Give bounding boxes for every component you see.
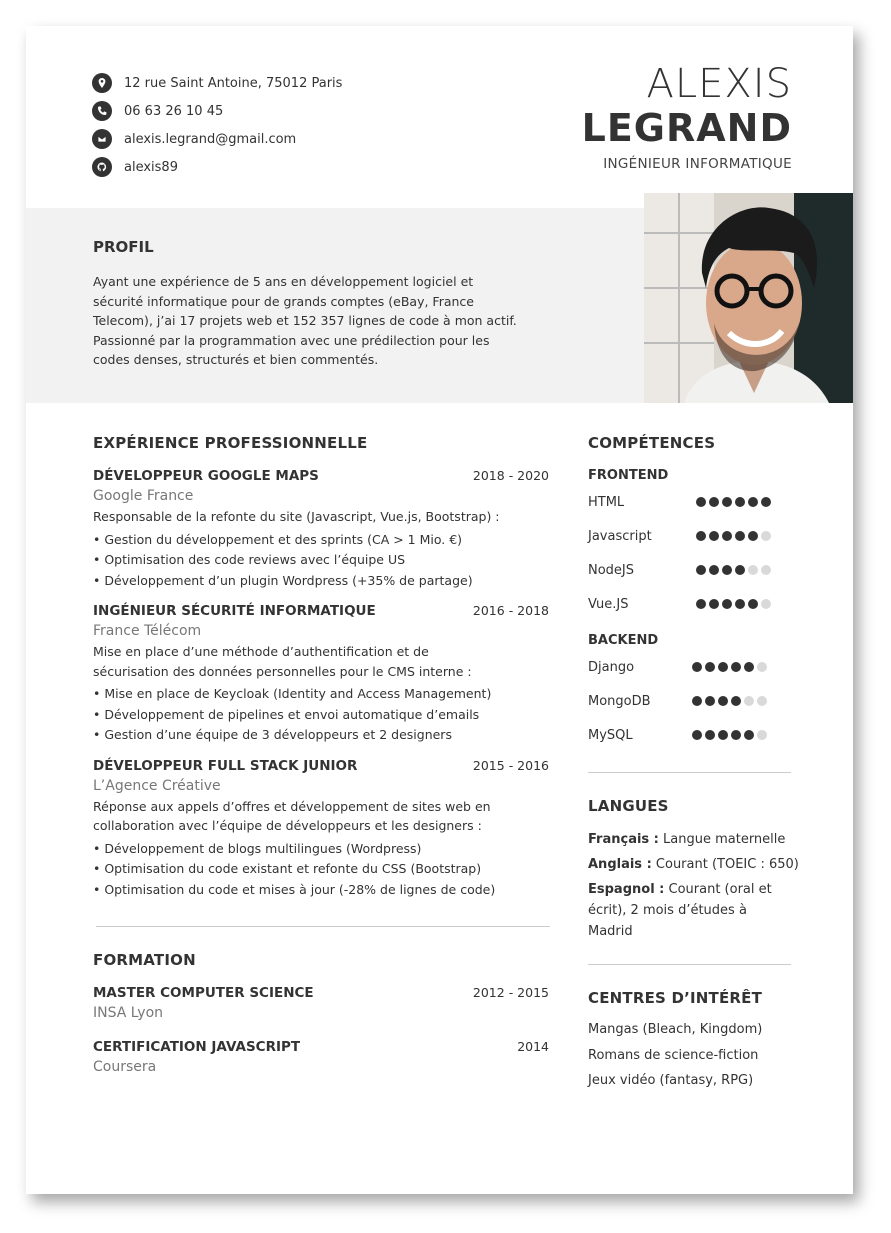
skill-dot-filled	[744, 662, 754, 672]
job-entry	[93, 603, 549, 746]
skill-dot-empty	[761, 565, 771, 575]
phone-text: 06 63 26 10 45	[124, 103, 224, 119]
skill-level	[692, 662, 767, 672]
language-level: Langue maternelle	[658, 832, 786, 847]
skill-row	[588, 684, 803, 718]
interests-title: CENTRES D’INTÉRÊT	[588, 989, 763, 1007]
job-header	[93, 468, 549, 484]
skill-dot-filled	[709, 497, 719, 507]
right-column	[588, 434, 803, 1094]
skill-dot-empty	[744, 696, 754, 706]
skill-dot-filled	[731, 696, 741, 706]
profile-text	[93, 272, 563, 370]
name-block	[582, 62, 792, 172]
last-name: LEGRAND	[581, 106, 792, 150]
job-desc-line: Mise en place d’une méthode d’authentification et de	[93, 644, 429, 659]
skill-row	[588, 485, 803, 519]
education-school: Coursera	[93, 1059, 157, 1075]
skill-row	[588, 519, 803, 553]
skill-name: Django	[588, 659, 635, 675]
skill-row	[588, 650, 803, 684]
language-level: Courant (TOEIC : 650)	[651, 857, 799, 872]
skill-dot-filled	[731, 730, 741, 740]
skill-name: NodeJS	[588, 562, 635, 578]
job-description	[93, 642, 549, 681]
job-bullet: • Optimisation du code existant et refonte du CSS (Bootstrap)	[93, 861, 482, 876]
skill-row	[588, 718, 803, 752]
skill-dot-filled	[696, 497, 706, 507]
skill-dot-filled	[744, 730, 754, 740]
skill-dot-empty	[761, 599, 771, 609]
education-title: FORMATION	[93, 951, 196, 969]
language-level: Courant (oral et	[664, 882, 772, 897]
education-header	[93, 985, 549, 1001]
job-bullet: • Développement d’un plugin Wordpress (+35% de partage)	[93, 572, 473, 588]
skill-group	[588, 485, 803, 621]
job-bullet: • Optimisation du code et mises à jour (-28% de lignes de code)	[93, 881, 496, 897]
skill-level	[696, 599, 771, 609]
skill-level	[692, 696, 767, 706]
skill-row	[588, 587, 803, 621]
skill-dot-filled	[748, 599, 758, 609]
address-text: 12 rue Saint Antoine, 75012 Paris	[124, 75, 343, 91]
skills-title: COMPÉTENCES	[588, 434, 716, 452]
skill-dot-filled	[748, 531, 758, 541]
job-desc-line: collaboration avec l’équipe de développeurs et les designers :	[93, 818, 482, 833]
job-bullets	[93, 530, 549, 592]
resume-page	[26, 26, 853, 1194]
skill-dot-filled	[696, 531, 706, 541]
job-entry	[93, 468, 549, 591]
job-company: Google France	[93, 488, 194, 504]
github-icon	[92, 157, 112, 177]
job-bullets	[93, 839, 549, 901]
skill-dot-filled	[731, 662, 741, 672]
skill-dot-filled	[709, 565, 719, 575]
skill-name: Javascript	[588, 528, 652, 544]
contact-github	[92, 153, 342, 181]
interest-item: Romans de science-fiction	[588, 1047, 759, 1063]
interests-list	[588, 1017, 803, 1094]
skill-name: HTML	[588, 494, 625, 510]
skill-dot-empty	[757, 696, 767, 706]
language-level-line: Madrid	[588, 924, 633, 939]
email-text: alexis.legrand@gmail.com	[124, 131, 297, 147]
contact-phone	[92, 97, 342, 125]
job-desc-line: sécurisation des données personnelles pour le CMS interne :	[93, 663, 472, 679]
education-degree: CERTIFICATION JAVASCRIPT	[93, 1039, 301, 1055]
skill-dot-filled	[722, 531, 732, 541]
skill-level	[696, 497, 771, 507]
skill-dot-filled	[696, 599, 706, 609]
skill-level	[692, 730, 767, 740]
skill-level	[696, 531, 771, 541]
skill-dot-filled	[709, 599, 719, 609]
profile-title: PROFIL	[93, 238, 154, 256]
skill-dot-filled	[722, 497, 732, 507]
job-role: DÉVELOPPEUR GOOGLE MAPS	[93, 468, 319, 484]
job-desc-line: Responsable de la refonte du site (Javascript, Vue.js, Bootstrap) :	[93, 509, 500, 524]
email-icon	[92, 129, 112, 149]
education-entry	[93, 1039, 549, 1075]
job-role: INGÉNIEUR SÉCURITÉ INFORMATIQUE	[93, 603, 376, 619]
job-dates: 2016 - 2018	[472, 603, 549, 618]
language-level-line: écrit), 2 mois d’études à	[588, 903, 747, 918]
job-bullet: • Gestion d’une équipe de 3 développeurs et 2 designers	[93, 727, 452, 742]
skill-name: Vue.JS	[588, 596, 629, 612]
skill-group-title: FRONTEND	[588, 468, 669, 483]
language-item	[588, 879, 803, 942]
skill-dot-filled	[705, 696, 715, 706]
section-divider	[588, 772, 791, 773]
section-divider	[588, 964, 791, 965]
language-name: Espagnol :	[588, 882, 665, 897]
skill-dot-filled	[692, 662, 702, 672]
skill-group-title: BACKEND	[588, 633, 659, 648]
job-description	[93, 507, 549, 527]
skill-dot-empty	[757, 730, 767, 740]
interest-item: Mangas (Bleach, Kingdom)	[588, 1022, 763, 1037]
profile-line: Telecom), j’ai 17 projets web et 152 357 lignes de code à mon actif.	[93, 313, 517, 328]
contact-list	[92, 69, 342, 181]
language-item	[588, 829, 803, 850]
github-text: alexis89	[124, 159, 178, 175]
profile-section	[26, 208, 644, 403]
job-bullet: • Mise en place de Keycloak (Identity and Access Management)	[93, 686, 492, 701]
skill-name: MySQL	[588, 727, 633, 743]
location-pin-icon	[92, 73, 112, 93]
profile-photo	[644, 193, 853, 403]
skill-dot-filled	[735, 531, 745, 541]
skill-dot-filled	[696, 565, 706, 575]
job-dates: 2018 - 2020	[472, 468, 549, 483]
skill-dot-filled	[705, 730, 715, 740]
education-header	[93, 1039, 549, 1055]
skill-group	[588, 650, 803, 752]
contact-email	[92, 125, 342, 153]
job-header	[93, 758, 549, 774]
skill-dot-empty	[761, 531, 771, 541]
job-entry	[93, 758, 549, 901]
languages-list	[588, 829, 803, 942]
education-dates: 2014	[517, 1039, 549, 1054]
job-dates: 2015 - 2016	[472, 757, 549, 773]
skill-dot-filled	[718, 730, 728, 740]
skill-level	[696, 565, 771, 575]
skill-dot-filled	[709, 531, 719, 541]
contact-address	[92, 69, 342, 97]
job-bullet: • Développement de blogs multilingues (Wordpress)	[93, 840, 422, 856]
skill-row	[588, 553, 803, 587]
job-header	[93, 603, 549, 619]
profile-line: Passionné par la programmation avec une prédilection pour les	[93, 332, 490, 348]
job-bullet: • Développement de pipelines et envoi automatique d’emails	[93, 706, 480, 722]
skill-dot-empty	[757, 662, 767, 672]
language-name: Anglais :	[588, 857, 652, 872]
job-role: DÉVELOPPEUR FULL STACK JUNIOR	[93, 757, 358, 774]
skill-dot-filled	[718, 696, 728, 706]
experience-title: EXPÉRIENCE PROFESSIONNELLE	[93, 434, 368, 452]
job-desc-line: Réponse aux appels d’offres et développement de sites web en	[93, 798, 491, 814]
job-bullets	[93, 684, 549, 746]
skill-dot-filled	[718, 662, 728, 672]
phone-icon	[92, 101, 112, 121]
skill-dot-empty	[748, 565, 758, 575]
job-company: L’Agence Créative	[93, 777, 221, 794]
profile-line: codes denses, structurés et bien commentés.	[93, 352, 379, 367]
language-name: Français :	[588, 832, 659, 847]
job-bullet: • Optimisation des code reviews avec l’équipe US	[93, 552, 406, 567]
skill-dot-filled	[735, 565, 745, 575]
education-degree: MASTER COMPUTER SCIENCE	[93, 985, 314, 1001]
language-item	[588, 854, 803, 875]
education-dates: 2012 - 2015	[472, 985, 549, 1000]
job-title: INGÉNIEUR INFORMATIQUE	[603, 156, 792, 172]
skill-dot-filled	[722, 599, 732, 609]
education-school: INSA Lyon	[93, 1005, 164, 1021]
section-divider	[96, 926, 550, 927]
job-description	[93, 797, 549, 836]
skill-dot-filled	[761, 497, 771, 507]
skill-dot-filled	[722, 565, 732, 575]
languages-title: LANGUES	[588, 797, 669, 815]
skill-dot-filled	[735, 599, 745, 609]
left-column	[93, 434, 549, 1075]
job-bullet: • Gestion du développement et des sprints (CA > 1 Mio. €)	[93, 531, 463, 547]
interest-item: Jeux vidéo (fantasy, RPG)	[588, 1073, 754, 1088]
skill-dot-filled	[705, 662, 715, 672]
skill-name: MongoDB	[588, 693, 651, 709]
skill-dot-filled	[692, 696, 702, 706]
skill-dot-filled	[735, 497, 745, 507]
profile-line: sécurité informatique pour de grands comptes (eBay, France	[93, 293, 474, 309]
first-name: ALEXIS	[646, 61, 792, 107]
skill-dot-filled	[748, 497, 758, 507]
job-company: France Télécom	[93, 623, 202, 639]
education-entry	[93, 985, 549, 1021]
profile-line: Ayant une expérience de 5 ans en développement logiciel et	[93, 274, 474, 289]
skill-dot-filled	[692, 730, 702, 740]
